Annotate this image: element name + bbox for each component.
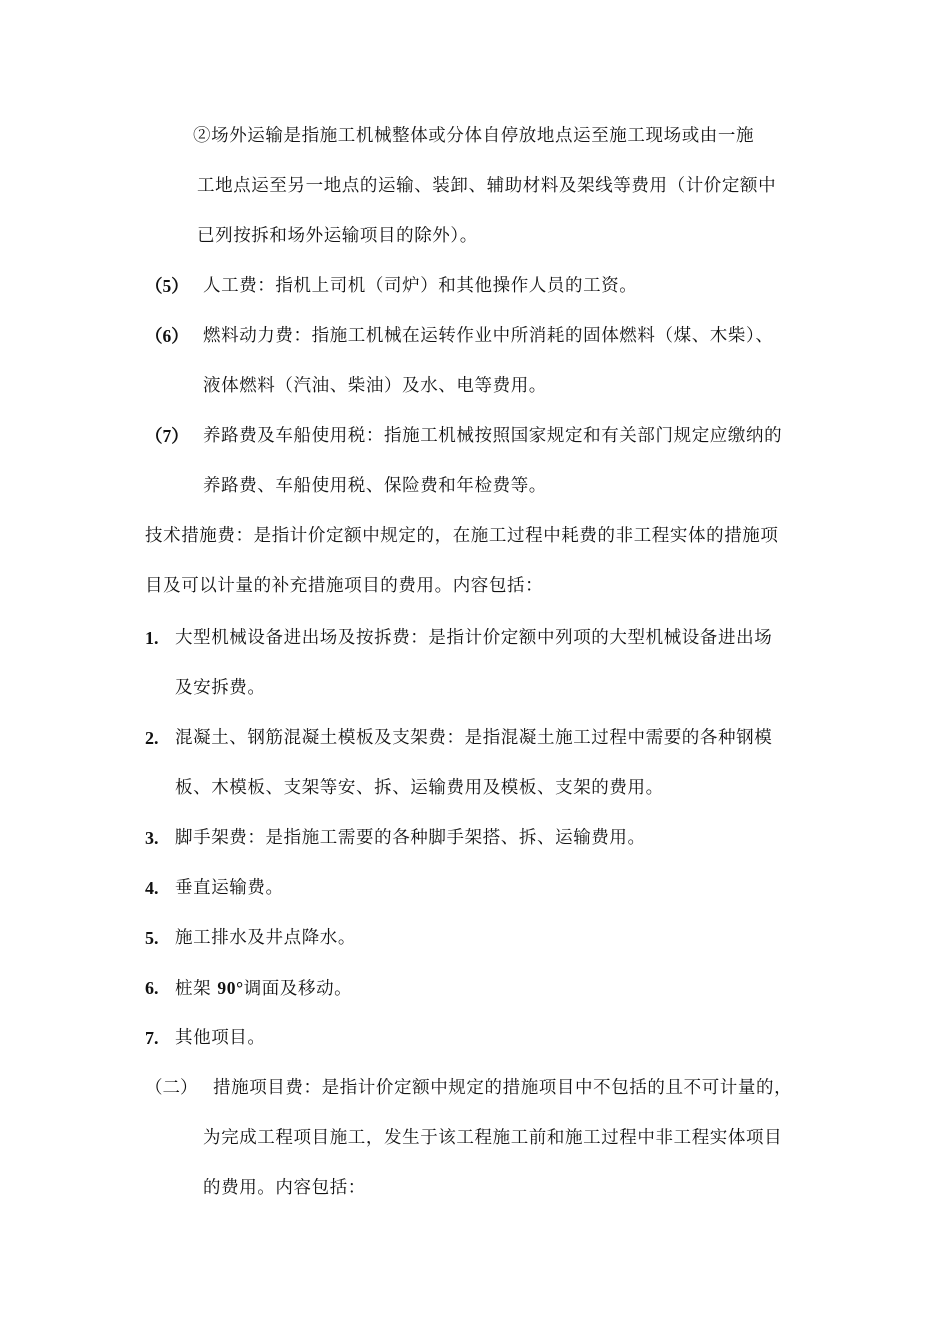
list-number: 6.: [145, 978, 159, 998]
list-item-text-bold: 90°: [217, 978, 244, 998]
paragraph-line: 的费用。内容包括：: [203, 1178, 366, 1198]
list-item-text: 调面及移动。: [243, 979, 353, 999]
list-item-line: 垂直运输费。: [175, 878, 284, 898]
paragraph-line: 燃料动力费：指施工机械在运转作业中所消耗的固体燃料（煤、木柴）、: [203, 326, 774, 346]
list-item-line: 混凝土、钢筋混凝土模板及支架费：是指混凝土施工过程中需要的各种钢模: [175, 728, 773, 748]
list-item-line: 脚手架费：是指施工需要的各种脚手架搭、拆、运输费用。: [175, 828, 646, 848]
section-number: （二）: [145, 1078, 198, 1098]
paragraph-line: 人工费：指机上司机（司炉）和其他操作人员的工资。: [203, 276, 638, 296]
list-number: 2.: [145, 728, 159, 748]
list-number: 1.: [145, 628, 159, 648]
list-item-line: [175, 976, 352, 1001]
list-number: 4.: [145, 878, 159, 898]
item-number-text: （7）: [145, 426, 189, 446]
list-item-line: 板、木模板、支架等安、拆、运输费用及模板、支架的费用。: [175, 778, 664, 798]
list-item-line: 施工排水及井点降水。: [175, 928, 356, 948]
list-number: 7.: [145, 1028, 159, 1048]
item-number: [145, 324, 189, 349]
item-number-text: （5）: [145, 276, 189, 296]
list-number: 5.: [145, 928, 159, 948]
list-item-line: 及安拆费。: [175, 678, 266, 698]
paragraph-line: 养路费、车船使用税、保险费和年检费等。: [203, 476, 547, 496]
paragraph-line: 技术措施费：是指计价定额中规定的，在施工过程中耗费的非工程实体的措施项: [145, 526, 779, 546]
item-number: [145, 274, 189, 299]
paragraph-line: 养路费及车船使用税：指施工机械按照国家规定和有关部门规定应缴纳的: [203, 426, 783, 446]
list-number: 3.: [145, 828, 159, 848]
paragraph-line: 液体燃料（汽油、柴油）及水、电等费用。: [203, 376, 547, 396]
paragraph-line: 工地点运至另一地点的运输、装卸、辅助材料及架线等费用（计价定额中: [197, 176, 777, 196]
list-item-line: 大型机械设备进出场及按拆费：是指计价定额中列项的大型机械设备进出场: [175, 628, 773, 648]
paragraph-line: 为完成工程项目施工，发生于该工程施工前和施工过程中非工程实体项目: [203, 1128, 783, 1148]
list-item-line: 其他项目。: [175, 1028, 266, 1048]
paragraph-line: 措施项目费：是指计价定额中规定的措施项目中不包括的且不可计量的，: [213, 1078, 793, 1098]
paragraph-line: 已列按拆和场外运输项目的除外）。: [197, 226, 478, 246]
paragraph-line: 目及可以计量的补充措施项目的费用。内容包括：: [145, 576, 544, 596]
item-number: [145, 424, 189, 449]
item-number-text: （6）: [145, 326, 189, 346]
paragraph-line: ②场外运输是指施工机械整体或分体自停放地点运至施工现场或由一施: [193, 126, 755, 146]
list-item-text: 桩架: [175, 979, 218, 999]
